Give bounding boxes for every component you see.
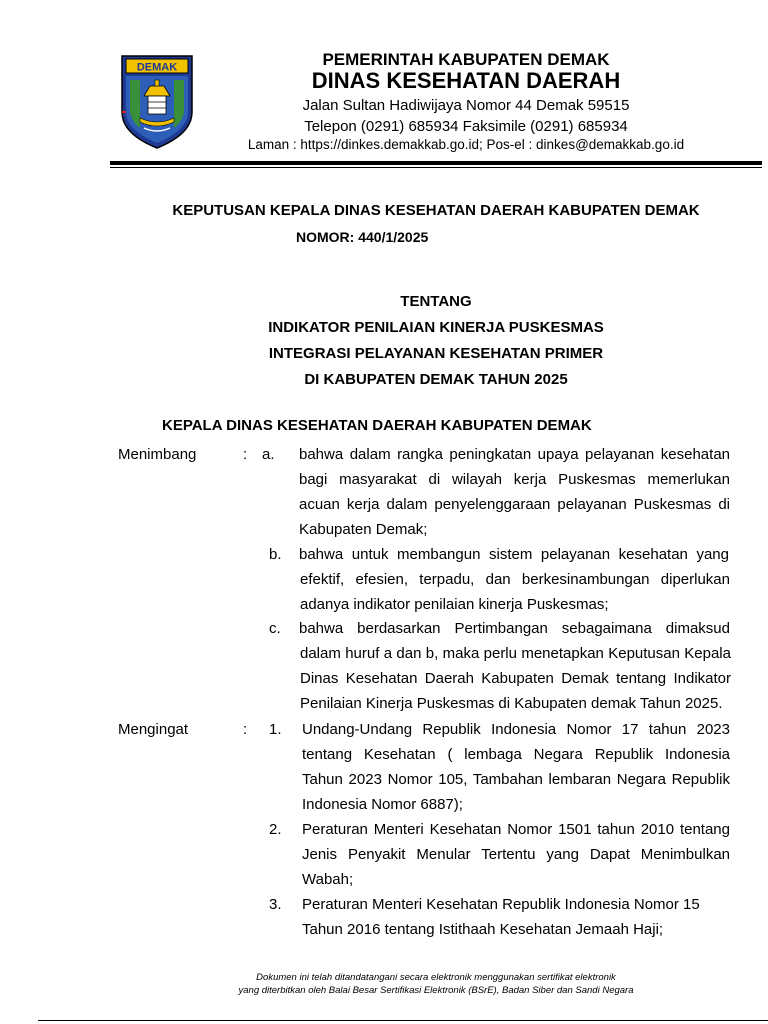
logo-text: DEMAK <box>136 61 178 74</box>
menimbang-c-line-4: Penilaian Kinerja Puskesmas di Kabupaten demak Tahun 2025. <box>300 695 723 712</box>
menimbang-a-line-2: bagi masyarakat di wilayah kerja Puskesmas memerlukan <box>299 471 730 488</box>
decree-issuer: KEPALA DINAS KESEHATAN DAERAH KABUPATEN DEMAK <box>162 417 592 434</box>
mengingat-marker-2: 2. <box>269 821 282 838</box>
e-signature-notice-line-2: yang diterbitkan oleh Balai Besar Sertifikasi Elektronik (BSrE), Badan Siber dan Sandi Negara <box>238 985 634 996</box>
office-web-email: Laman : https://dinkes.demakkab.go.id; Pos-el : dinkes@demakkab.go.id <box>247 137 685 152</box>
menimbang-b-line-2: efektif, efesien, terpadu, dan berkesinambungan diperlukan <box>300 571 730 588</box>
decree-number-value: : 440/1/2025 <box>349 229 429 245</box>
office-phone: Telepon (0291) 685934 Faksimile (0291) 685934 <box>304 118 628 135</box>
decree-number-label: NOMOR <box>296 229 350 245</box>
page-bottom-divider <box>38 1020 768 1021</box>
menimbang-a-line-3: acuan kerja dalam penyelenggaraan pelayanan Puskesmas di <box>299 496 730 513</box>
decree-title: KEPUTUSAN KEPALA DINAS KESEHATAN DAERAH KABUPATEN DEMAK <box>172 202 700 219</box>
mengingat-3-line-2: Tahun 2016 tentang Istithaah Kesehatan Jemaah Haji; <box>302 921 664 938</box>
menimbang-colon: : <box>243 446 248 463</box>
mengingat-2-line-2: Jenis Penyakit Menular Tertentu yang Dapat Menimbulkan <box>302 846 730 863</box>
government-name: PEMERINTAH KABUPATEN DEMAK <box>322 50 610 69</box>
office-name: DINAS KESEHATAN DAERAH <box>311 68 621 93</box>
menimbang-label: Menimbang <box>118 446 197 463</box>
decree-subject-line-3: DI KABUPATEN DEMAK TAHUN 2025 <box>304 371 568 388</box>
menimbang-a-line-1: bahwa dalam rangka peningkatan upaya pelayanan kesehatan <box>299 446 730 463</box>
menimbang-c-line-1: bahwa berdasarkan Pertimbangan sebagaimana dimaksud <box>299 620 730 637</box>
menimbang-a-line-4: Kabupaten Demak; <box>299 521 428 538</box>
decree-subject-line-2: INTEGRASI PELAYANAN KESEHATAN PRIMER <box>268 345 604 362</box>
mengingat-3-line-1: Peraturan Menteri Kesehatan Republik Indonesia Nomor 15 <box>302 896 700 913</box>
e-signature-notice-line-1: Dokumen ini telah ditandatangani secara elektronik menggunakan sertifikat elektronik <box>256 972 616 983</box>
menimbang-b-line-1: bahwa untuk membangun sistem pelayanan kesehatan yang <box>299 546 729 563</box>
mengingat-1-line-1: Undang-Undang Republik Indonesia Nomor 17 tahun 2023 <box>302 721 730 738</box>
mengingat-2-line-1: Peraturan Menteri Kesehatan Nomor 1501 tahun 2010 tentang <box>302 821 730 838</box>
decree-number <box>296 229 428 245</box>
letterhead-divider-thin <box>110 167 762 168</box>
office-address: Jalan Sultan Hadiwijaya Nomor 44 Demak 59515 <box>302 97 630 114</box>
menimbang-c-line-3: Dinas Kesehatan Daerah Kabupaten Demak tentang Indikator <box>300 670 731 687</box>
decree-about: TENTANG <box>400 293 472 310</box>
decree-subject-line-1: INDIKATOR PENILAIAN KINERJA PUSKESMAS <box>268 319 604 336</box>
menimbang-marker-a: a. <box>262 446 275 463</box>
menimbang-c-line-2: dalam huruf a dan b, maka perlu menetapkan Keputusan Kepala <box>300 645 731 662</box>
mengingat-colon: : <box>243 721 248 738</box>
menimbang-marker-b: b. <box>269 546 282 563</box>
menimbang-marker-c: c. <box>269 620 281 637</box>
mengingat-label: Mengingat <box>118 721 189 738</box>
letterhead-divider-thick <box>110 161 762 165</box>
mengingat-1-line-3: Tahun 2023 Nomor 105, Tambahan lembaran Negara Republik <box>302 771 730 788</box>
mengingat-2-line-3: Wabah; <box>302 871 354 888</box>
menimbang-b-line-3: adanya indikator penilaian kinerja Puskesmas; <box>300 596 609 613</box>
mengingat-marker-1: 1. <box>269 721 282 738</box>
mengingat-marker-3: 3. <box>269 896 282 913</box>
mengingat-1-line-4: Indonesia Nomor 6887); <box>302 796 463 813</box>
mengingat-1-line-2: tentang Kesehatan ( lembaga Negara Republik Indonesia <box>302 746 730 763</box>
